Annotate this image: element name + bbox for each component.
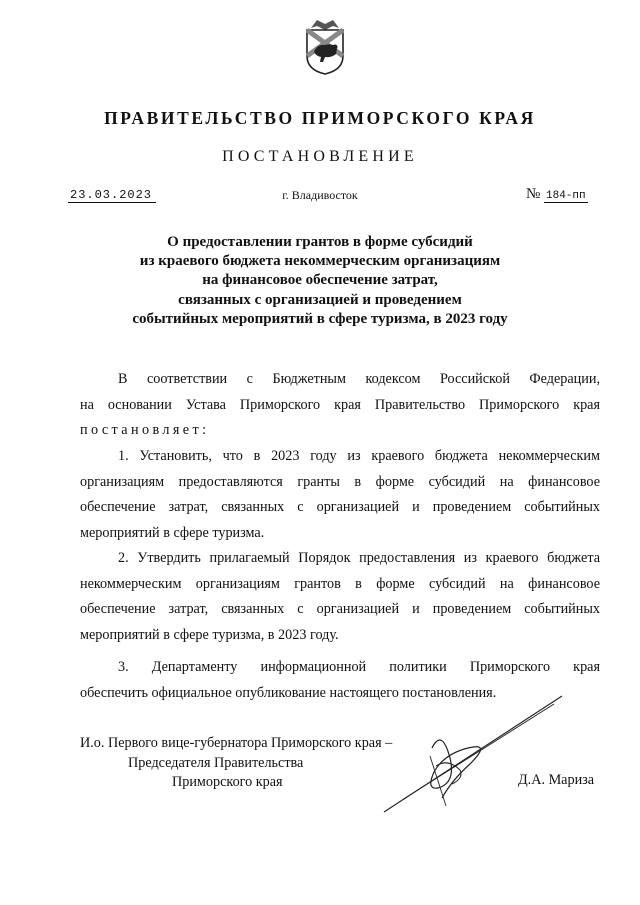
organization-title: ПРАВИТЕЛЬСТВО ПРИМОРСКОГО КРАЯ bbox=[104, 108, 536, 128]
document-title bbox=[0, 233, 640, 329]
text-line: 2. Утвердить прилагаемый Порядок предоставления из краевого бюджета bbox=[118, 550, 600, 566]
handwritten-signature bbox=[372, 688, 572, 818]
coat-of-arms-icon bbox=[303, 14, 347, 76]
text-line: 1. Установить, что в 2023 году из краевого бюджета некоммерческим bbox=[118, 448, 600, 464]
text-line: 3. Департаменту информационной политики Приморского края bbox=[118, 659, 600, 675]
text-line: обеспечение затрат, связанных с организацией и проведением событийных bbox=[80, 601, 600, 617]
signatory-name: Д.А. Мариза bbox=[518, 772, 595, 788]
text-line: организациям предоставляются гранты в форме субсидий на финансовое bbox=[80, 473, 600, 490]
position-line: Приморского края bbox=[172, 774, 283, 790]
preamble-paragraph bbox=[80, 367, 600, 444]
title-line: на финансовое обеспечение затрат, bbox=[202, 272, 438, 289]
position-line: Председателя Правительства bbox=[128, 754, 304, 771]
text-line: постановляет: bbox=[80, 422, 210, 438]
position-line: И.о. Первого вице-губернатора Приморского края – bbox=[80, 735, 393, 751]
clause-2-paragraph bbox=[80, 546, 600, 648]
title-line: из краевого бюджета некоммерческим организациям bbox=[139, 253, 501, 270]
text-line: некоммерческим организациям грантов в форме субсидий на финансовое bbox=[80, 575, 600, 592]
document-type: ПОСТАНОВЛЕНИЕ bbox=[222, 148, 418, 165]
document-date: 23.03.2023 bbox=[68, 188, 156, 203]
title-line: связанных с организацией и проведением bbox=[178, 291, 462, 308]
title-line: событийных мероприятий в сфере туризма, в 2023 году bbox=[132, 310, 508, 327]
signatory-position bbox=[80, 734, 392, 793]
text-line: мероприятий в сфере туризма, в 2023 году. bbox=[80, 626, 339, 643]
text-line: на основании Устава Приморского края Правительство Приморского края bbox=[80, 396, 600, 413]
text-line: В соответствии с Бюджетным кодексом Российской Федерации, bbox=[118, 371, 600, 387]
title-line: О предоставлении грантов в форме субсидий bbox=[167, 234, 473, 250]
number-sign: № bbox=[526, 186, 541, 202]
text-line: обеспечение затрат, связанных с организацией и проведением событийных bbox=[80, 499, 600, 515]
text-line: мероприятий в сфере туризма. bbox=[80, 524, 265, 541]
document-city: г. Владивосток bbox=[282, 188, 358, 202]
text-line: обеспечить официальное опубликование настоящего постановления. bbox=[80, 684, 497, 701]
clause-1-paragraph bbox=[80, 444, 600, 546]
document-number: 184-пп bbox=[546, 190, 586, 202]
